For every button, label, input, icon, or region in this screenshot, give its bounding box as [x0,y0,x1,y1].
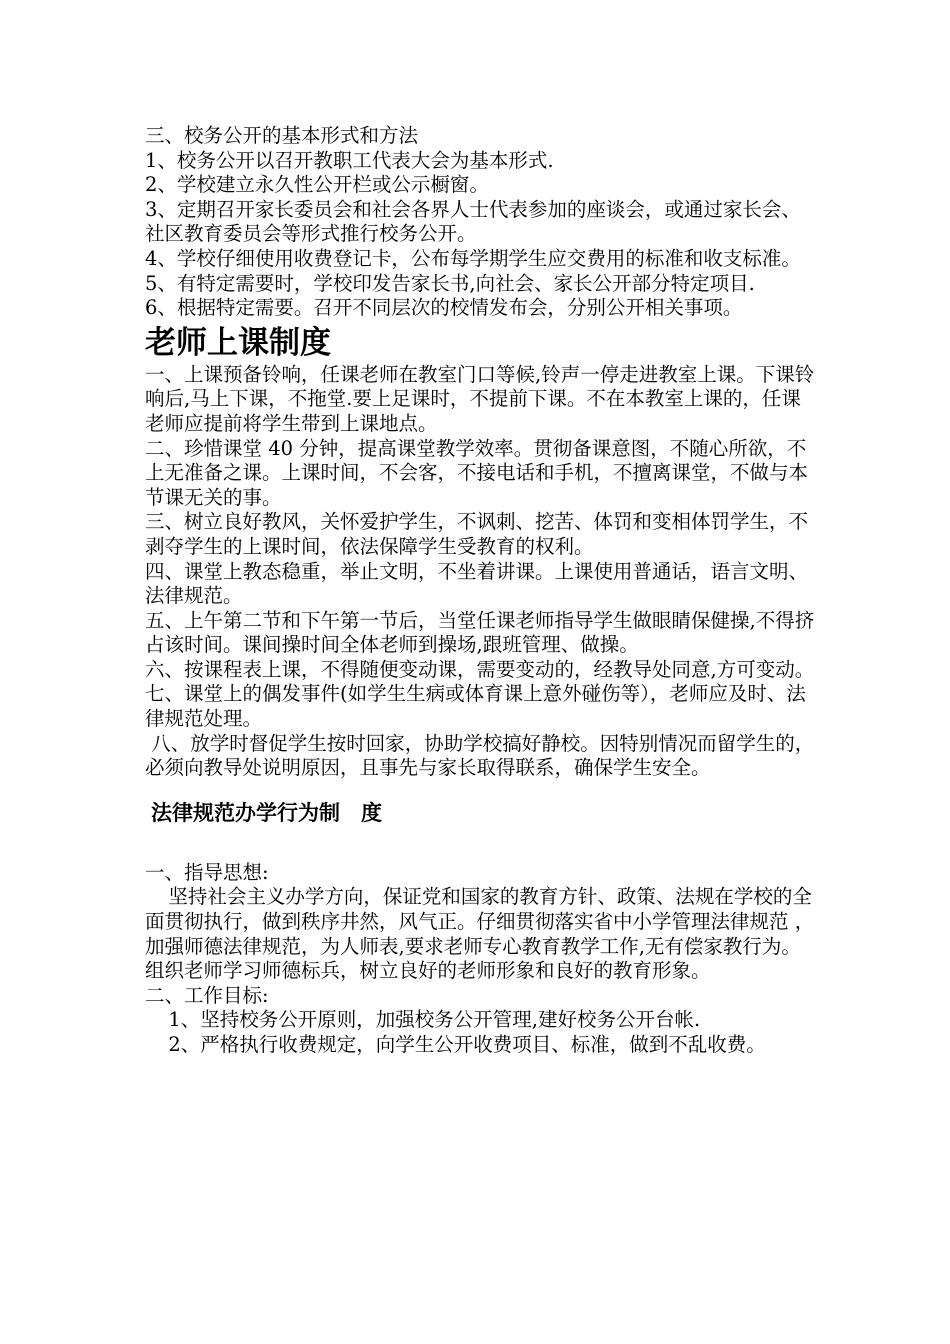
paragraph: 坚持社会主义办学方向，保证党和国家的教育方针、政策、法规在学校的全面贯彻执行，做到秩序井然，风气正。仔细贯彻落实省中小学管理法律规范 ，加强师德法律规范，为人师表,要求老师专心教育教学工作,无有偿家教行为。组织老师学习师德标兵，树立良好的老师形象和良好的教育形象。 [145,885,815,983]
document-page [145,124,817,1058]
list-item: 八、放学时督促学生按时回家，协助学校搞好静校。因特别情况而留学生的，必须向教导处说明原因，且事先与家长取得联系，确保学生安全。 [145,731,815,780]
section-title: 老师上课制度 [145,324,331,361]
list-item: 七、课堂上的偶发事件(如学生生病或体育课上意外碰伤等），老师应及时、法律规范处理。 [145,682,806,731]
list-item: 一、上课预备铃响，任课老师在教室门口等候,铃声一停走进教室上课。下课铃响后,马上下课，不拖堂.要上足课时，不提前下课。不在本教室上课的，任课老师应提前将学生带到上课地点。 [145,362,815,435]
list-item: 六、按课程表上课，不得随便变动课，需要变动的，经教导处同意,方可变动。 [145,657,815,681]
list-item: 2、严格执行收费规定，向学生公开收费项目、标准，做到不乱收费。 [168,1033,766,1056]
list-item: 1、坚持校务公开原则，加强校务公开管理,建好校务公开台帐. [168,1008,701,1032]
list-item: 二、珍惜课堂 40 分钟，提高课堂教学效率。贯彻备课意图，不随心所欲，不上无准备之课。上课时间，不会客，不接电话和手机，不擅离课堂，不做与本节课无关的事。 [145,436,809,509]
list-item: 四、课堂上教态稳重，举止文明，不坐着讲课。上课使用普通话，语言文明、法律规范。 [145,559,809,608]
list-item: 5、有特定需要时，学校印发告家长书,向社会、家长公开部分特定项目. [145,271,755,295]
list-item: 五、上午第二节和下午第一节后，当堂任课老师指导学生做眼睛保健操,不得挤占该时间。课间操时间全体老师到操场,跟班管理、做操。 [145,608,815,657]
subsection-heading: 一、指导思想: [145,860,269,884]
list-item: 三、树立良好教风，关怀爱护学生，不讽刺、挖苦、体罚和变相体罚学生，不剥夺学生的上课时间，依法保障学生受教育的权利。 [145,510,809,558]
subsection-heading: 二、工作目标: [145,983,269,1007]
list-item: 2、学校建立永久性公开栏或公示橱窗。 [145,173,489,197]
section-heading: 三、校务公开的基本形式和方法 [145,124,419,147]
section-title: 法律规范办学行为制 度 [151,800,382,825]
list-item: 1、校务公开以召开教职工代表大会为基本形式. [145,148,554,172]
list-item: 4、学校仔细使用收费登记卡，公布每学期学生应交费用的标准和收支标准。 [145,246,801,270]
list-item: 3、定期召开家长委员会和社会各界人士代表参加的座谈会，或通过家长会、社区教育委员会等形式推行校务公开。 [145,197,801,246]
list-item: 6、根据特定需要。召开不同层次的校情发布会，分别公开相关事项。 [145,296,743,320]
